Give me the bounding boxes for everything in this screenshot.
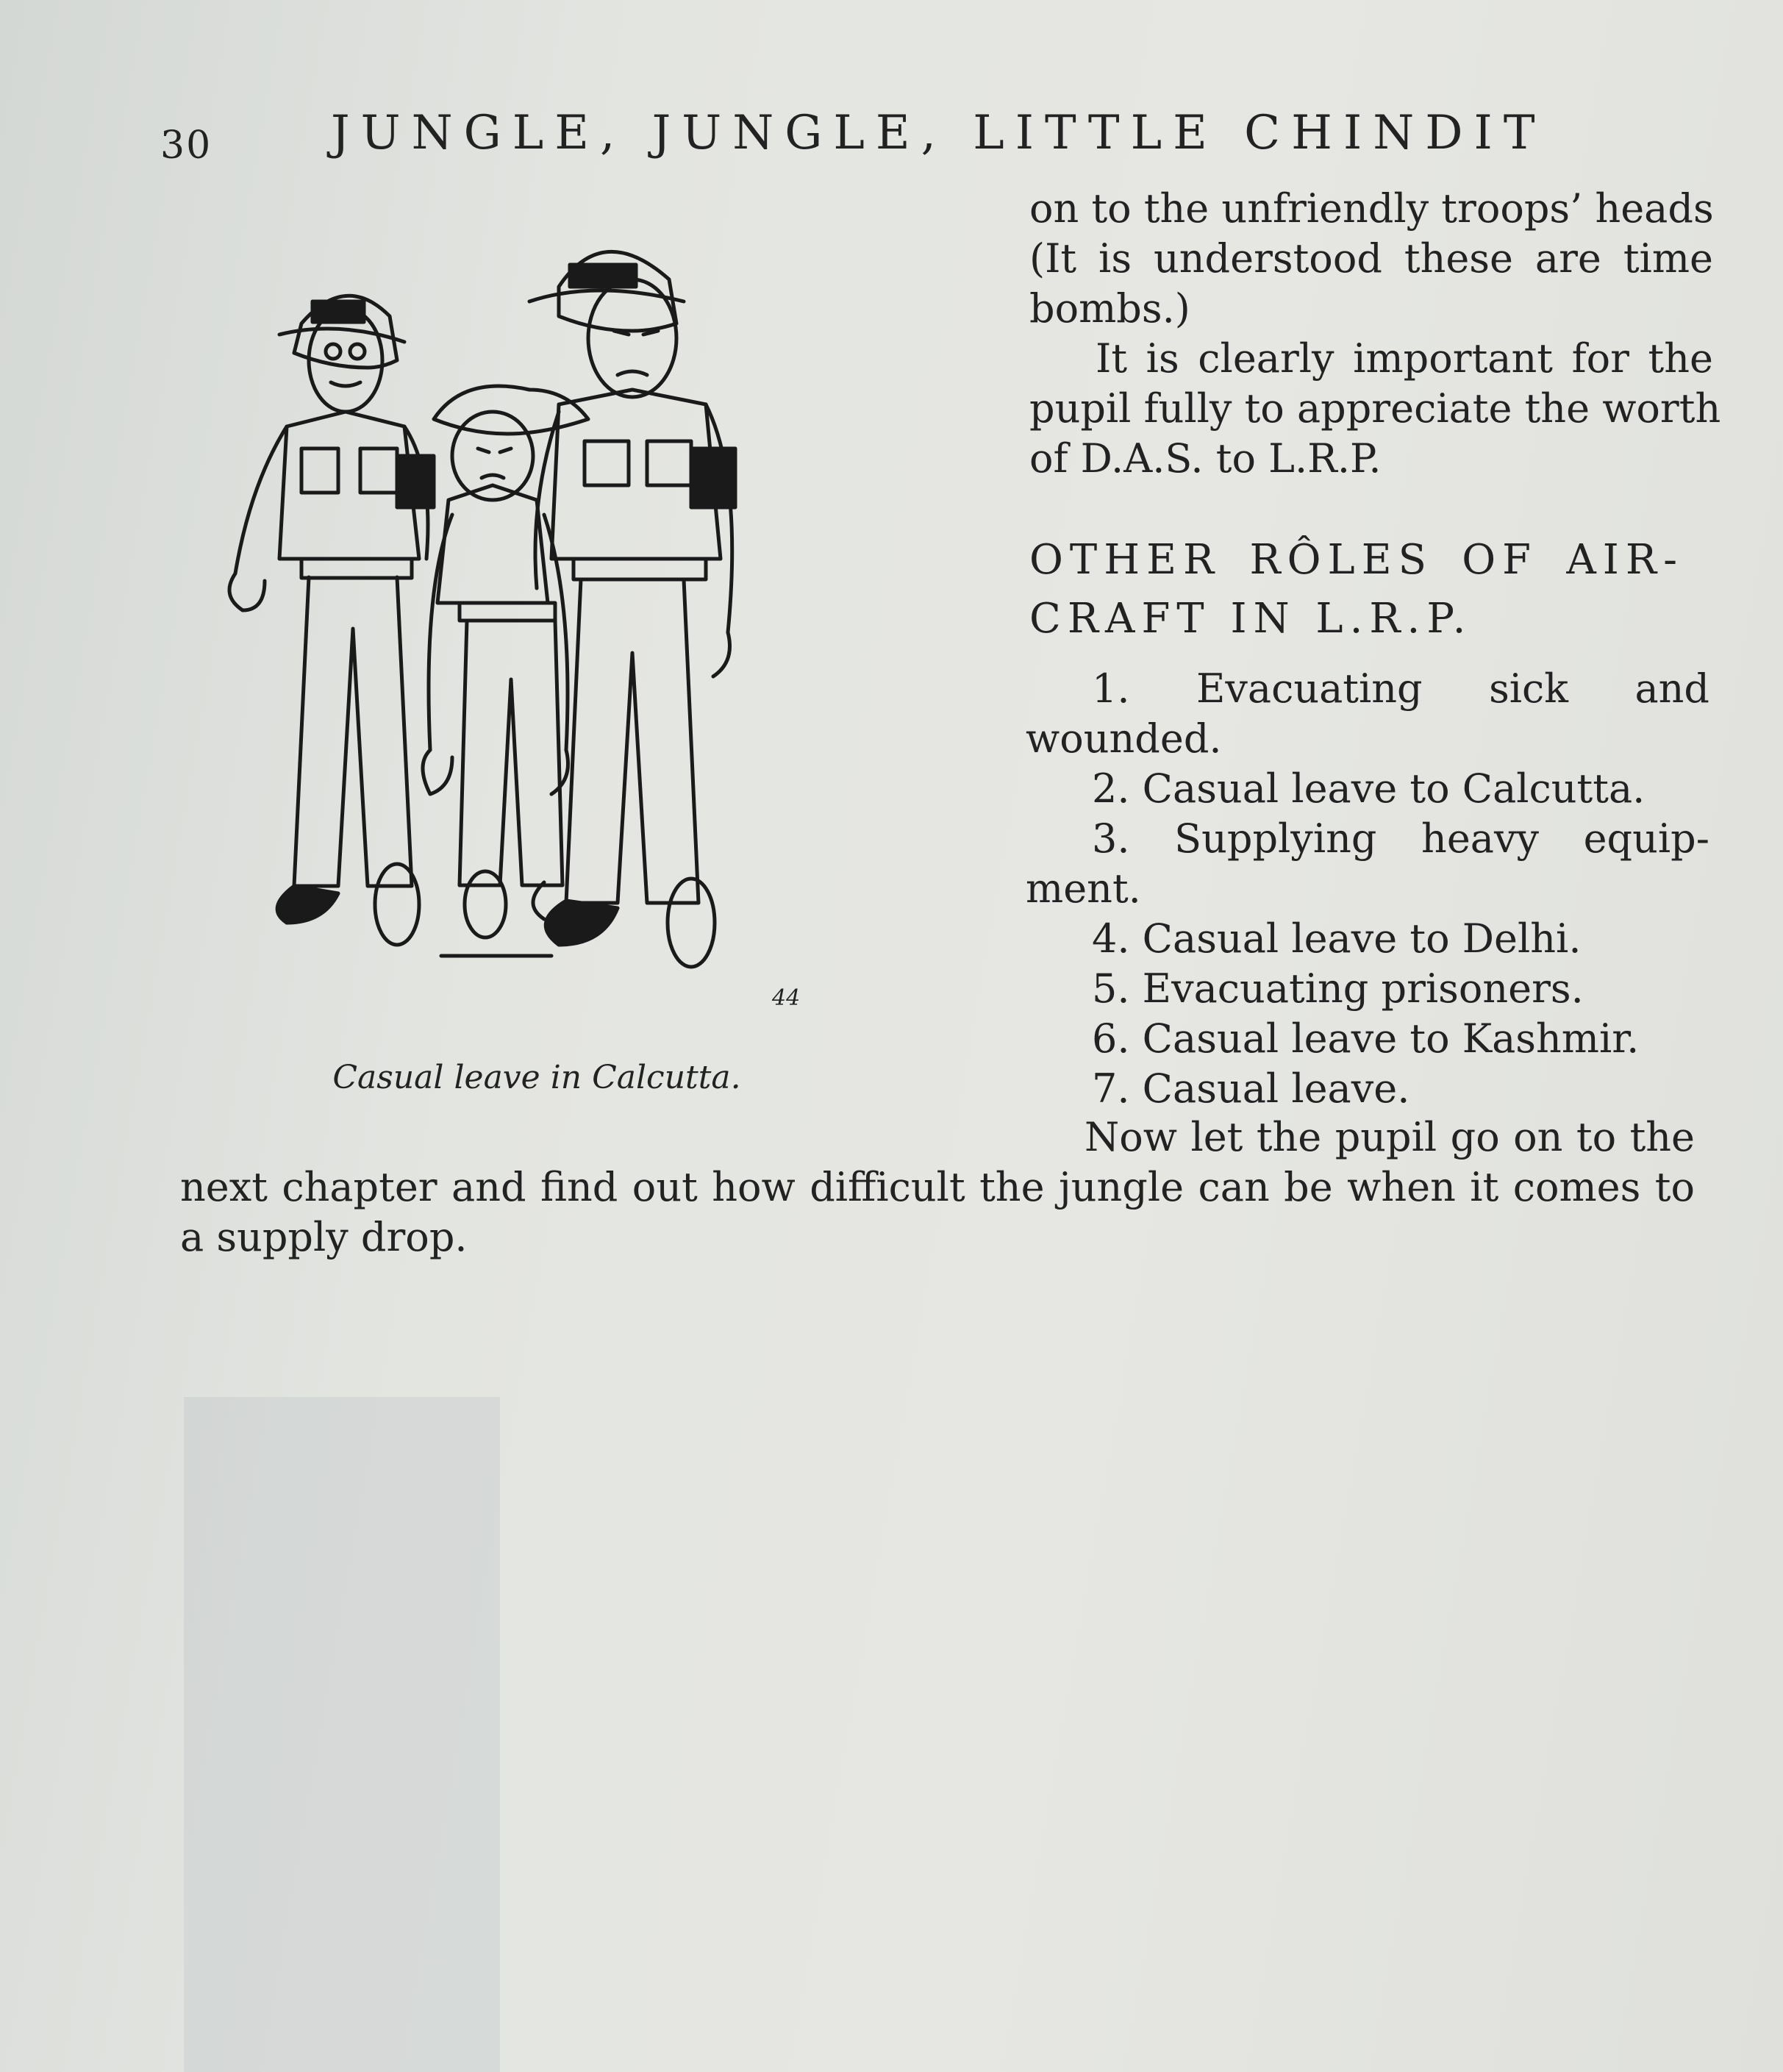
list-item: 7. Casual leave. [1092,1065,1410,1112]
closing-line: next chapter and find out how difficult the jungle can be when it comes to [180,1164,1695,1210]
body-line: on to the unfriendly troops’ heads [1029,185,1714,232]
closing-line: a supply drop. [180,1214,468,1260]
right-column-text [1029,184,1721,484]
list-item-continuation: ment. [1026,865,1141,912]
page-header [0,101,1783,168]
section-heading [1029,531,1684,649]
page-number: 30 [160,124,212,168]
numbered-list [1026,664,1709,1114]
list-item: 3. Supplying heavy equip- [1092,815,1709,862]
closing-paragraph [180,1162,1695,1262]
list-item: 1. Evacuating sick and [1092,665,1709,712]
list-item: 2. Casual leave to Calcutta. [1092,765,1646,812]
section-heading-line: CRAFT IN L.R.P. [1029,595,1473,643]
right-mp-figure [529,251,732,967]
prisoner-figure [423,386,588,956]
list-item: 5. Evacuating prisoners. [1092,965,1584,1012]
list-item-continuation: wounded. [1026,715,1222,762]
body-line: (It is understood these are time [1029,235,1713,282]
list-item: 6. Casual leave to Kashmir. [1092,1015,1640,1062]
left-mp-figure [229,296,428,945]
section-heading-line: OTHER RÔLES OF AIR- [1029,536,1684,584]
body-line: of D.A.S. to L.R.P. [1029,435,1382,482]
list-item: 4. Casual leave to Delhi. [1092,915,1582,962]
body-line: pupil fully to appreciate the worth [1029,385,1721,432]
running-title: JUNGLE, JUNGLE, LITTLE CHINDIT [331,106,1546,160]
page-shadow [184,1397,500,2072]
closing-line: Now let the pupil go on to the [1085,1114,1695,1160]
illustration-caption: Casual leave in Calcutta. [332,1059,741,1096]
body-line: bombs.) [1029,285,1190,332]
illustrator-signature: 44 [772,985,801,1011]
body-line: It is clearly important for the [1096,335,1713,382]
cartoon-illustration-icon [176,206,985,1044]
